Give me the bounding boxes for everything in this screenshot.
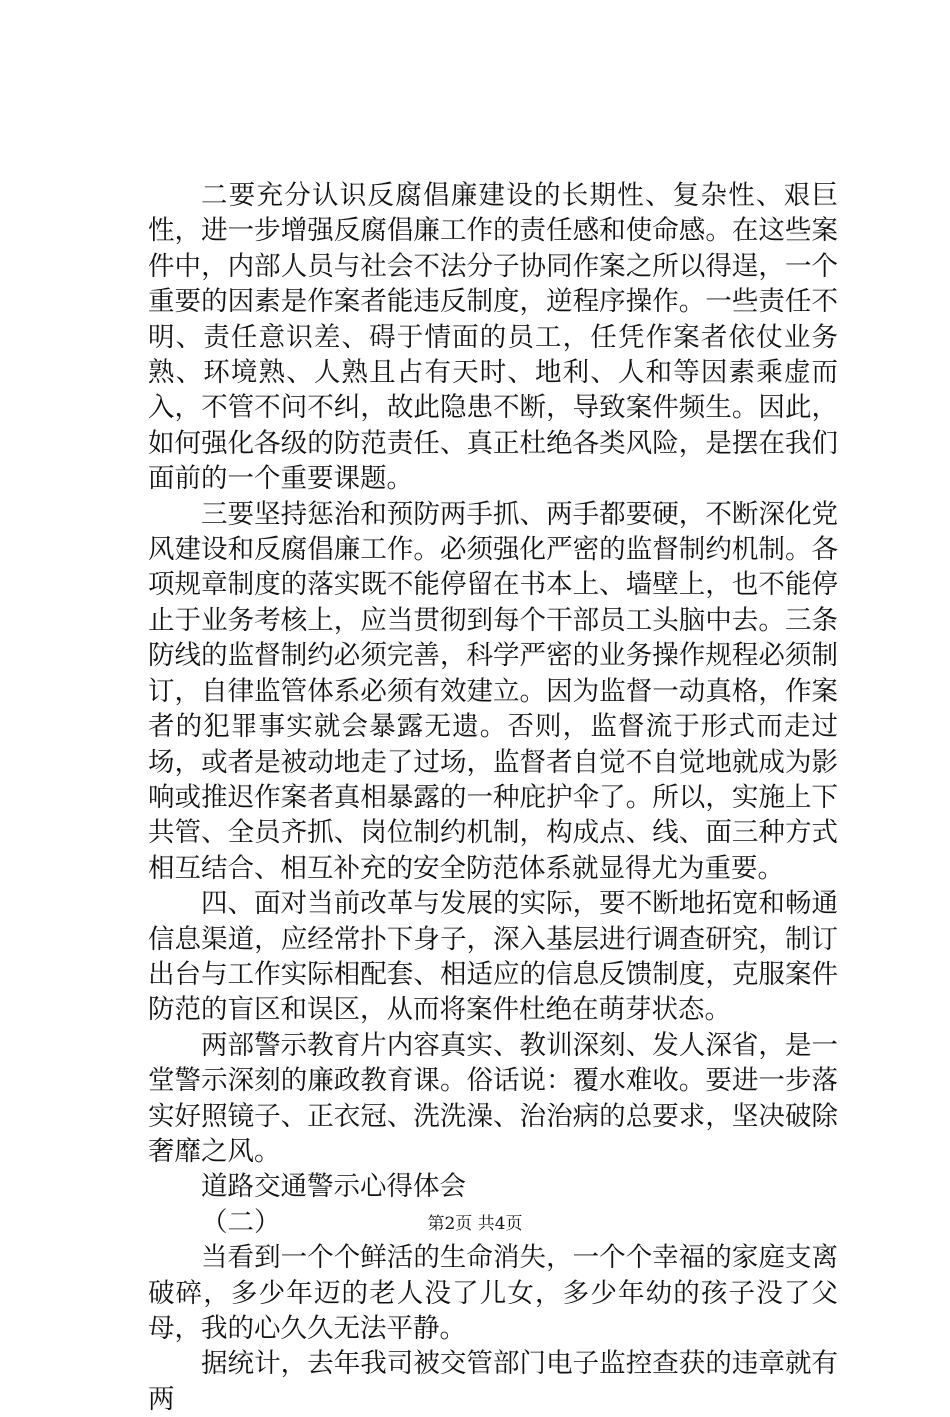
paragraph-warning-education: 两部警示教育片内容真实、教训深刻、发人深省，是一堂警示深刻的廉政教育课。俗话说：覆水难收。要进一步落实好照镜子、正衣冠、洗洗澡、治治病的总要求，坚决破除奢靡之风。 (148, 1029, 838, 1167)
paragraph-statistics: 据统计，去年我司被交管部门电子监控查获的违章就有两 (148, 1348, 838, 1415)
page-number-footer: 第2页 共4页 (427, 1214, 523, 1234)
paragraph-supervision: 三要坚持惩治和预防两手抓、两手都要硬，不断深化党风建设和反腐倡廉工作。必须强化严密的监督制约机制。各项规章制度的落实既不能停留在书本上、墙壁上，也不能停止于业务考核上，应当贯彻到每个干部员工头脑中去。三条防线的监督制约必须完善，科学严密的业务操作规程必须制订，自律监管体系必须有效建立。因为监督一动真格，作案者的犯罪事实就会暴露无遗。否则，监督流于形式而走过场，或者是被动地走了过场，监督者自觉不自觉地就成为影响或推迟作案者真相暴露的一种庇护伞了。所以，实施上下共管、全员齐抓、岗位制约机制，构成点、线、面三种方式相互结合、相互补充的安全防范体系就显得尤为重要。 (148, 498, 838, 884)
paragraph-responsibility: 二要充分认识反腐倡廉建设的长期性、复杂性、艰巨性，进一步增强反腐倡廉工作的责任感和使命感。在这些案件中，内部人员与社会不法分子协同作案之所以得逞，一个重要的因素是作案者能违反制度，逆程序操作。一些责任不明、责任意识差、碍于情面的员工，任凭作案者依仗业务熟、环境熟、人熟且占有天时、地利、人和等因素乘虚而入，不管不问不纠，故此隐患不断，导致案件频生。因此，如何强化各级的防范责任、真正杜绝各类风险，是摆在我们面前的一个重要课题。 (148, 180, 838, 495)
paragraph-information-channels: 四、面对当前改革与发展的实际，要不断地拓宽和畅通信息渠道，应经常扑下身子，深入基层进行调查研究，制订出台与工作实际相配套、相适应的信息反馈制度，克服案件防范的盲区和误区，从而将案件杜绝在萌芽状态。 (148, 888, 838, 1026)
section-number: （二） (201, 1206, 281, 1238)
paragraph-lives-lost: 当看到一个个鲜活的生命消失，一个个幸福的家庭支离破碎，多少年迈的老人没了儿女，多少年幼的孩子没了父母，我的心久久无法平静。 (148, 1242, 838, 1344)
section-title: 道路交通警示心得体会 (201, 1171, 466, 1203)
